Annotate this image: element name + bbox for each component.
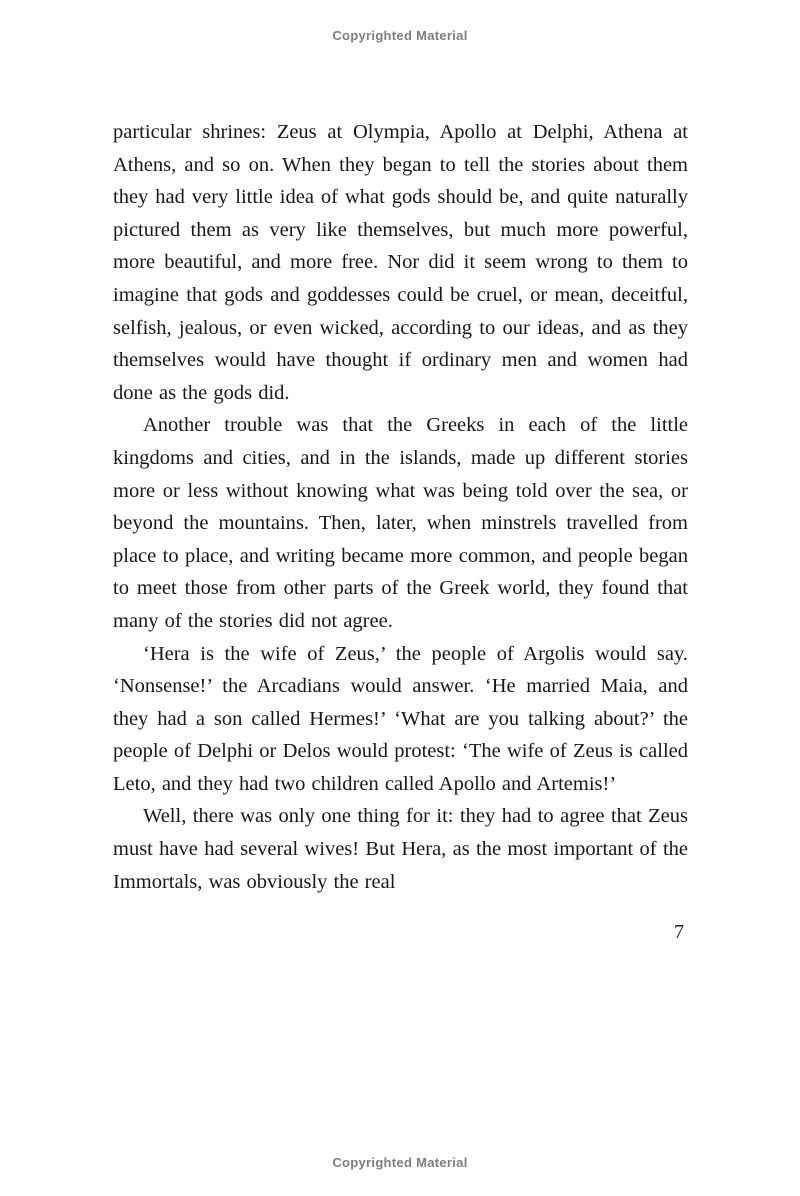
paragraph: ‘Hera is the wife of Zeus,’ the people of Argolis would say. ‘Nonsense!’ the Arcadians would answer. ‘He married Maia, and they had a son called Hermes!’ ‘What are you talking about?’ the people of Delphi or Delos would protest: ‘The wife of Zeus is called Leto, and they had two children called Apollo and Artemis!’ (113, 642, 688, 795)
page-number: 7 (674, 921, 684, 944)
copyright-notice-bottom: Copyrighted Material (332, 1155, 468, 1170)
page-text-block (113, 116, 688, 946)
paragraph-container (113, 116, 688, 898)
paragraph: Well, there was only one thing for it: they had to agree that Zeus must have had several wives! But Hera, as the most important of the Immortals, was obviously the real (113, 805, 688, 893)
paragraph: Another trouble was that the Greeks in each of the little kingdoms and cities, and in the islands, made up different stories more or less without knowing what was being told over the sea, or beyond the mountains. Then, later, when minstrels travelled from place to place, and writing became more common, and people began to meet those from other parts of the Greek world, they found that many of the stories did not agree. (113, 414, 688, 632)
copyright-notice-top: Copyrighted Material (332, 28, 468, 43)
paragraph: particular shrines: Zeus at Olympia, Apollo at Delphi, Athena at Athens, and so on. When they began to tell the stories about them they had very little idea of what gods should be, and quite naturally pictured them as very like themselves, but much more powerful, more beautiful, and more free. Nor did it seem wrong to them to imagine that gods and goddesses could be cruel, or mean, deceitful, selfish, jealous, or even wicked, according to our ideas, and as they themselves would have thought if ordinary men and women had done as the gods did. (113, 121, 688, 404)
